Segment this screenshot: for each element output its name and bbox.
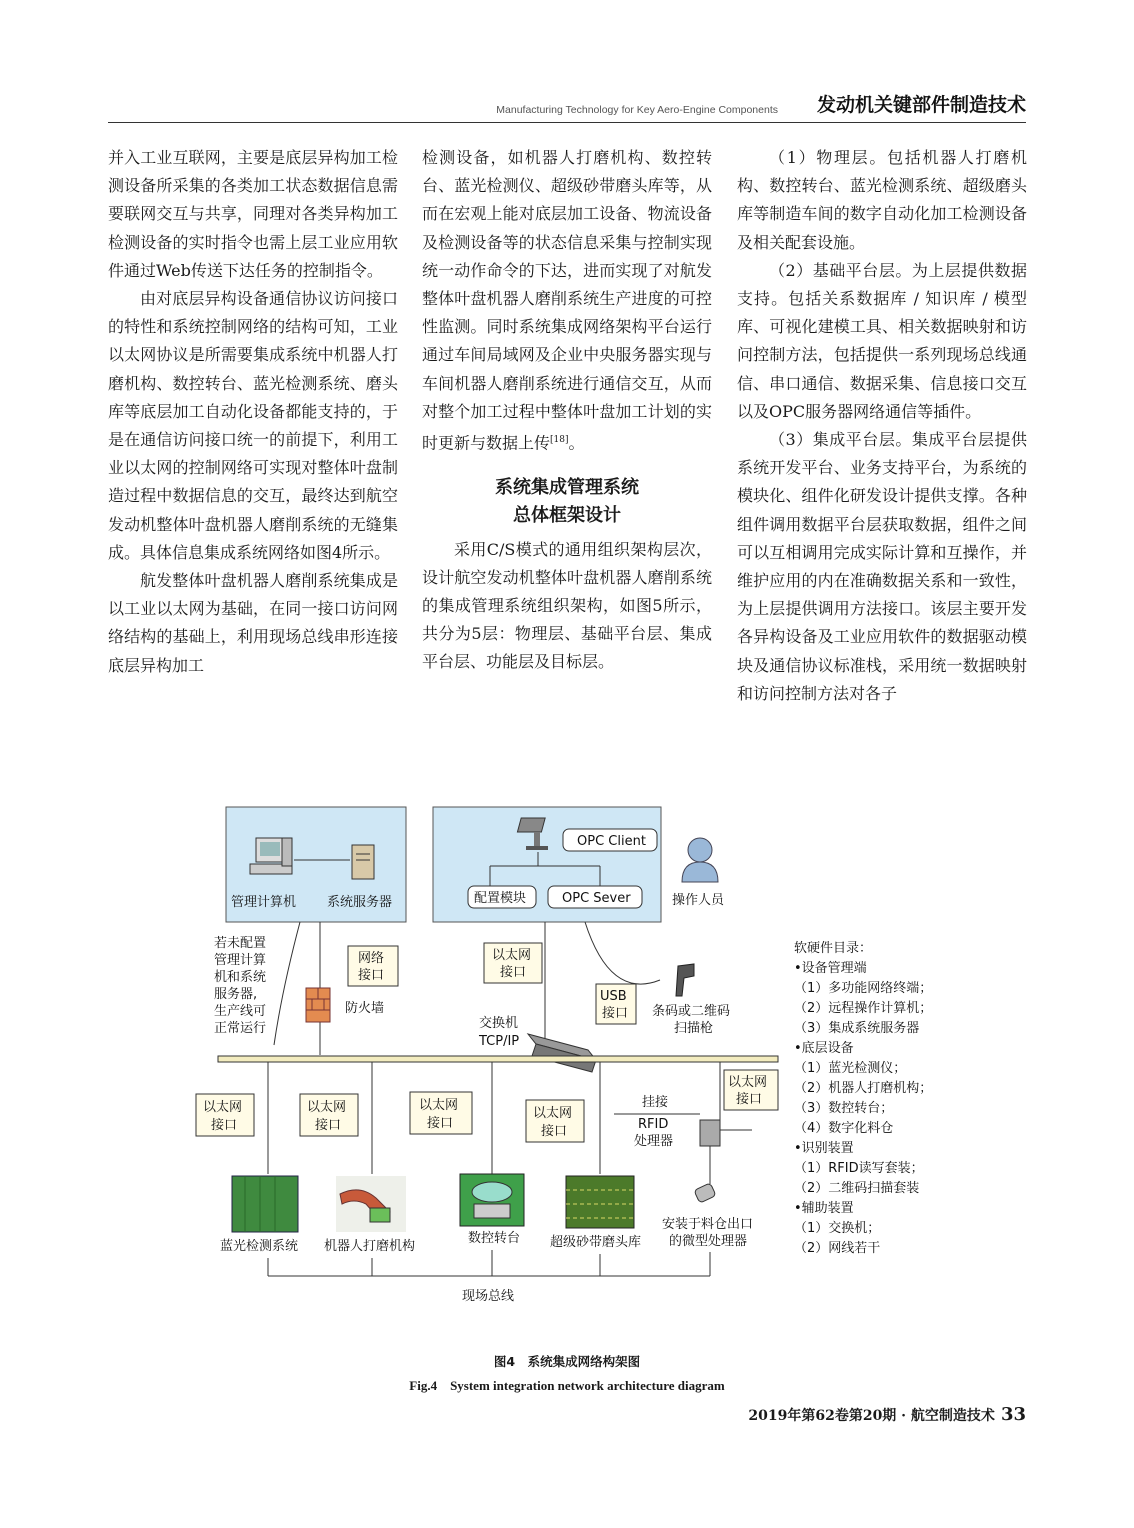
svg-text:软硬件目录：: 软硬件目录：	[794, 941, 873, 956]
svg-text:以太网: 以太网	[419, 1098, 459, 1113]
citation: [18]	[550, 435, 569, 446]
svg-text:（3）集成系统服务器: （3）集成系统服务器	[794, 1021, 920, 1036]
config-module-label: 配置模块	[474, 891, 527, 906]
section-title	[422, 474, 712, 530]
svg-text:安装于料仓出口: 安装于料仓出口	[662, 1217, 754, 1232]
svg-text:接口: 接口	[358, 968, 385, 983]
svg-text:以太网: 以太网	[728, 1075, 768, 1090]
svg-text:若未配置: 若未配置	[214, 936, 267, 951]
svg-text:交换机: 交换机	[479, 1016, 519, 1031]
hang-label: 挂接	[642, 1095, 669, 1110]
svg-text:以太网: 以太网	[307, 1100, 347, 1115]
operator-label: 操作人员	[672, 893, 725, 908]
col2-paragraph-2: 采用C/S模式的通用组织架构层次，设计航空发动机整体叶盘机器人磨削系统的集成管理系统组织架构，如图5所示，共分为5层：物理层、基础平台层、集成平台层、功能层及目标层。	[422, 539, 712, 672]
col1-paragraph-2: 由对底层异构设备通信协议访问接口的特性和系统控制网络的结构可知，工业以太网协议是所需要集成系统中机器人打磨机构、数控转台、蓝光检测系统、磨头库等底层加工自动化设备都能支持的，于是在通信访问接口统一的前提下，利用工业以太网的控制网络可实现对整体叶盘制造过程中数据信息的交互，最终达到航空发动机整体叶盘机器人磨削系统的无缝集成。具体信息集成系统网络如图4所示。	[108, 289, 398, 562]
col3-paragraph-3: （3）集成平台层。集成平台层提供系统开发平台、业务支持平台，为系统的模块化、组件化研发设计提供支撑。各种组件调用数据平台层获取数据，组件之间可以互相调用完成实际计算和互操作，并维护应用的内在准确数据关系和一致性，为上层提供调用方法接口。该层主要开发各异构设备及工业应用软件的数据驱动模块及通信协议标准栈，采用统一数据映射和访问控制方法对各子	[737, 430, 1027, 703]
device-label-blue-light: 蓝光检测系统	[220, 1239, 299, 1254]
svg-text:（1）多功能网络终端；: （1）多功能网络终端；	[794, 981, 933, 996]
firewall-icon	[306, 988, 330, 1022]
sys-server-label: 系统服务器	[327, 895, 393, 910]
svg-text:以太网: 以太网	[533, 1106, 573, 1121]
svg-text:RFID: RFID	[638, 1117, 669, 1132]
eth-iface-callout-4	[526, 1100, 584, 1142]
svg-text:接口: 接口	[602, 1006, 629, 1021]
svg-text:接口: 接口	[541, 1124, 568, 1139]
svg-text:（2）二维码扫描套装: （2）二维码扫描套装	[794, 1181, 920, 1196]
section-title-line-2: 总体框架设计	[513, 504, 621, 526]
column-1	[108, 144, 398, 680]
micro-processor-icon	[694, 1183, 716, 1203]
fallback-note	[214, 935, 266, 1036]
svg-text:以太网: 以太网	[203, 1100, 243, 1115]
svg-text:（1）RFID读写套装；: （1）RFID读写套装；	[794, 1161, 924, 1176]
figure-caption-english: Fig.4 System integration network architecture diagram	[409, 1378, 725, 1393]
svg-text:•辅助装置: •辅助装置	[794, 1201, 854, 1216]
ethernet-bus	[218, 1056, 778, 1062]
figure-caption-chinese: 图4 系统集成网络构架图	[493, 1354, 641, 1369]
col3-paragraph-2: （2）基础平台层。为上层提供数据支持。包括关系数据库 / 知识库 / 模型库、可视化建模工具、相关数据映射和访问控制方法，包括提供一系列现场总线通信、串口通信、数据采集、信息接口交互以及OPC服务器网络通信等插件。	[737, 260, 1027, 421]
eth-iface-callout-2	[300, 1094, 358, 1136]
col2-paragraph-1-end: 。	[568, 433, 585, 453]
svg-text:以太网: 以太网	[492, 948, 532, 963]
column-3	[737, 144, 1027, 708]
svg-text:•设备管理端: •设备管理端	[794, 961, 867, 976]
svg-text:（2）远程操作计算机；: （2）远程操作计算机；	[794, 1001, 933, 1016]
opc-client-label: OPC Client	[577, 834, 646, 849]
col2-paragraph-1	[422, 144, 712, 458]
svg-text:（2）机器人打磨机构；: （2）机器人打磨机构；	[794, 1081, 933, 1096]
page-footer	[748, 1404, 1026, 1425]
svg-text:•识别装置: •识别装置	[794, 1141, 854, 1156]
computer-icon	[250, 838, 292, 874]
col1-paragraph-1: 并入工业互联网，主要是底层异构加工检测设备所采集的各类加工状态数据信息需要联网交互与共享，同理对各类异构加工检测设备的实时指令也需上层工业应用软件通过Web传送下达任务的控制指令。	[108, 148, 398, 280]
page-number: 33	[1000, 1404, 1026, 1425]
section-title-line-1: 系统集成管理系统	[495, 476, 639, 498]
svg-text:网络: 网络	[358, 951, 385, 966]
svg-text:（3）数控转台；: （3）数控转台；	[794, 1101, 894, 1116]
col3-paragraph-1: （1）物理层。包括机器人打磨机构、数控转台、蓝光检测系统、超级磨头库等制造车间的数字自动化加工检测设备及相关配套设施。	[737, 148, 1027, 252]
device-label-turntable: 数控转台	[468, 1231, 521, 1246]
svg-text:接口: 接口	[427, 1116, 454, 1131]
col2-paragraph-1-text: 检测设备，如机器人打磨机构、数控转台、蓝光检测仪、超级砂带磨头库等，从而在宏观上能对底层加工设备、物流设备及检测设备等的状态信息采集与控制实现统一动作命令的下达，进而实现了对航发整体叶盘机器人磨削系统生产进度的可控性监测。同时系统集成网络架构平台运行通过车间局域网及企业中央服务器实现与车间机器人磨削系统进行通信交互，从而对整个加工过程中整体叶盘加工计划的实时更新与数据上传	[422, 148, 712, 453]
col1-paragraph-3: 航发整体叶盘机器人磨削系统集成是以工业以太网为基础，在同一接口访问网络结构的基础上，利用现场总线串形连接底层异构加工	[108, 571, 398, 675]
firewall-label: 防火墙	[345, 1001, 385, 1016]
header-chinese: 发动机关键部件制造技术	[816, 94, 1026, 116]
rfid-processor-icon	[700, 1120, 720, 1184]
robot-grinder-image	[336, 1176, 406, 1232]
svg-text:接口: 接口	[500, 965, 527, 980]
eth-iface-callout-rfid	[724, 1070, 778, 1110]
svg-text:条码或二维码: 条码或二维码	[652, 1004, 731, 1019]
svg-text:的微型处理器: 的微型处理器	[669, 1234, 748, 1249]
svg-text:管理计算: 管理计算	[214, 953, 267, 968]
svg-text:TCP/IP: TCP/IP	[479, 1034, 520, 1049]
svg-text:（1）蓝光检测仪；: （1）蓝光检测仪；	[794, 1061, 907, 1076]
device-label-belt-library: 超级砂带磨头库	[550, 1235, 642, 1250]
scanner-icon	[676, 964, 694, 996]
svg-text:生产线可: 生产线可	[214, 1004, 267, 1019]
svg-text:正常运行: 正常运行	[214, 1021, 267, 1036]
running-header	[108, 88, 1026, 123]
svg-text:接口: 接口	[315, 1118, 342, 1133]
svg-text:处理器: 处理器	[634, 1134, 674, 1149]
svg-text:接口: 接口	[736, 1092, 763, 1107]
eth-iface-callout-3	[410, 1092, 472, 1134]
header-english: Manufacturing Technology for Key Aero-Engine Components	[496, 104, 778, 116]
svg-text:接口: 接口	[211, 1118, 238, 1133]
opc-server-label: OPC Sever	[562, 891, 631, 906]
operator-icon	[682, 838, 718, 882]
svg-text:机和系统: 机和系统	[214, 970, 267, 985]
svg-text:服务器,: 服务器,	[214, 987, 258, 1002]
eth-iface-callout-1	[196, 1094, 254, 1136]
svg-text:•底层设备: •底层设备	[794, 1041, 854, 1056]
fieldbus-label: 现场总线	[462, 1289, 515, 1304]
svg-text:（1）交换机；: （1）交换机；	[794, 1221, 881, 1236]
blue-light-scanner-image	[232, 1176, 298, 1232]
switch-icon	[528, 1034, 596, 1072]
footer-journal: 2019年第62卷第20期 · 航空制造技术	[748, 1408, 995, 1424]
svg-text:（4）数字化料仓: （4）数字化料仓	[794, 1121, 894, 1136]
svg-text:USB: USB	[600, 989, 627, 1004]
cnc-turntable-image	[460, 1174, 524, 1226]
svg-text:（2）网线若干: （2）网线若干	[794, 1241, 881, 1256]
column-2	[422, 144, 712, 677]
device-label-robot: 机器人打磨机构	[324, 1239, 416, 1254]
hardware-software-catalog	[794, 941, 932, 1256]
abrasive-belt-library-image	[566, 1176, 634, 1228]
svg-text:扫描枪: 扫描枪	[674, 1021, 714, 1036]
server-icon	[352, 845, 374, 879]
mgmt-pc-label: 管理计算机	[231, 895, 297, 910]
figure-4-network-diagram	[190, 800, 970, 1320]
